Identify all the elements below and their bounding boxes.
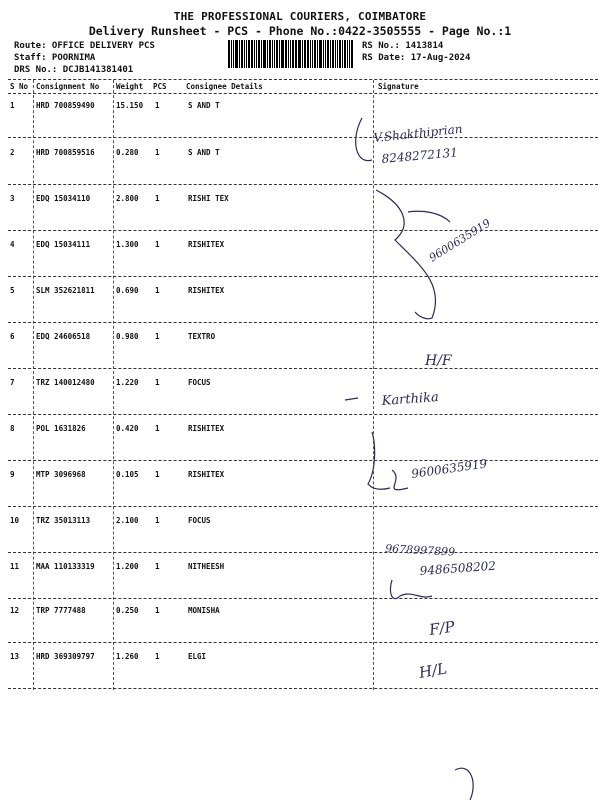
row-sno: 7	[10, 378, 15, 387]
row-consignment-no: TRP 7777488	[36, 606, 86, 615]
row-consignee: RISHI TEX	[188, 194, 229, 203]
row-weight: 0.105	[116, 470, 139, 479]
row-pcs: 1	[155, 332, 160, 341]
route-label: Route: OFFICE DELIVERY PCS	[14, 41, 155, 51]
sig-scribble-stroke	[408, 211, 450, 222]
sig-bracket-stroke	[356, 118, 372, 161]
row-pcs: 1	[155, 424, 160, 433]
row-consignee: RISHITEX	[188, 240, 225, 249]
row-sno: 12	[10, 606, 20, 615]
signature-text: 9600635919	[426, 216, 493, 265]
row-sno: 9	[10, 470, 15, 479]
row-weight: 2.100	[116, 516, 139, 525]
signature-text: H/F	[425, 353, 452, 369]
row-sno: 2	[10, 148, 15, 157]
row-pcs: 1	[155, 101, 160, 110]
runsheet-subtitle: Delivery Runsheet - PCS - Phone No.:0422-3505555 - Page No.:1	[88, 24, 512, 38]
row-consignee: FOCUS	[188, 378, 211, 387]
row-pcs: 1	[155, 516, 160, 525]
rs-date: RS Date: 17-Aug-2024	[362, 53, 471, 63]
signature-text: 9678997899	[384, 542, 456, 559]
signature-text: 9486508202	[419, 558, 497, 578]
row-consignment-no: HRD 700859490	[36, 101, 95, 110]
staff-label: Staff: POORNIMA	[14, 53, 96, 63]
col-header-sno: S No	[10, 82, 29, 91]
row-pcs: 1	[155, 286, 160, 295]
row-weight: 15.150	[116, 101, 144, 110]
drs-number: DRS No.: DCJB141381401	[14, 65, 134, 75]
row-consignee: S AND T	[188, 148, 220, 157]
row-consignment-no: TRZ 35013113	[36, 516, 91, 525]
row-consignment-no: TRZ 140012480	[36, 378, 95, 387]
row-weight: 0.690	[116, 286, 139, 295]
sig-scribble-stroke	[392, 470, 408, 490]
row-consignee: TEXTRO	[188, 332, 216, 341]
signature-text: 9600635919	[410, 456, 489, 481]
company-title: THE PROFESSIONAL COURIERS, COIMBATORE	[173, 10, 427, 23]
row-pcs: 1	[155, 378, 160, 387]
row-consignee: FOCUS	[188, 516, 211, 525]
row-consignee: ELGI	[188, 652, 207, 661]
row-consignment-no: HRD 700859516	[36, 148, 95, 157]
row-consignee: RISHITEX	[188, 424, 225, 433]
row-weight: 2.800	[116, 194, 139, 203]
row-consignment-no: MAA 110133319	[36, 562, 95, 571]
sig-scribble-stroke	[390, 580, 432, 599]
row-weight: 0.250	[116, 606, 139, 615]
row-sno: 5	[10, 286, 15, 295]
row-sno: 11	[10, 562, 20, 571]
row-consignment-no: MTP 3096968	[36, 470, 86, 479]
row-sno: 13	[10, 652, 20, 661]
row-sno: 10	[10, 516, 20, 525]
col-header-consignee: Consignee Details	[186, 82, 263, 91]
row-pcs: 1	[155, 562, 160, 571]
row-consignee: NITHEESH	[188, 562, 225, 571]
signature-strokes	[345, 118, 473, 800]
sig-scribble-stroke	[455, 768, 473, 800]
row-consignee: MONISHA	[188, 606, 220, 615]
signature-text: V.Shakthiprian	[372, 121, 464, 145]
row-consignee: RISHITEX	[188, 470, 225, 479]
row-consignment-no: SLM 352621811	[36, 286, 95, 295]
row-pcs: 1	[155, 194, 160, 203]
row-sno: 1	[10, 101, 15, 110]
row-weight: 0.280	[116, 148, 139, 157]
row-consignee: S AND T	[188, 101, 220, 110]
row-pcs: 1	[155, 652, 160, 661]
signature-text: F/P	[428, 617, 456, 639]
row-weight: 1.260	[116, 652, 139, 661]
row-consignment-no: EDQ 24606518	[36, 332, 91, 341]
row-weight: 1.200	[116, 562, 139, 571]
row-pcs: 1	[155, 240, 160, 249]
sig-bracket-stroke	[368, 432, 390, 489]
col-header-weight: Weight	[116, 82, 144, 91]
row-consignee: RISHITEX	[188, 286, 225, 295]
row-pcs: 1	[155, 606, 160, 615]
row-sno: 4	[10, 240, 15, 249]
row-sno: 3	[10, 194, 15, 203]
col-header-pcs: PCS	[153, 82, 167, 91]
rs-number: RS No.: 1413814	[362, 41, 444, 51]
row-pcs: 1	[155, 148, 160, 157]
row-sno: 6	[10, 332, 15, 341]
col-header-signature: Signature	[378, 82, 419, 91]
row-consignment-no: POL 1631826	[36, 424, 86, 433]
signature-text: H/L	[417, 659, 449, 682]
row-weight: 0.980	[116, 332, 139, 341]
sig-dash-stroke	[345, 398, 358, 400]
row-weight: 1.300	[116, 240, 139, 249]
signature-text: Karthika	[381, 390, 440, 409]
row-pcs: 1	[155, 470, 160, 479]
row-sno: 8	[10, 424, 15, 433]
col-header-consignment: Consignment No	[36, 82, 100, 91]
row-weight: 0.420	[116, 424, 139, 433]
row-weight: 1.220	[116, 378, 139, 387]
row-consignment-no: EDQ 15034110	[36, 194, 91, 203]
row-consignment-no: EDQ 15034111	[36, 240, 91, 249]
signature-text: 8248272131	[381, 145, 459, 166]
row-consignment-no: HRD 369309797	[36, 652, 95, 661]
